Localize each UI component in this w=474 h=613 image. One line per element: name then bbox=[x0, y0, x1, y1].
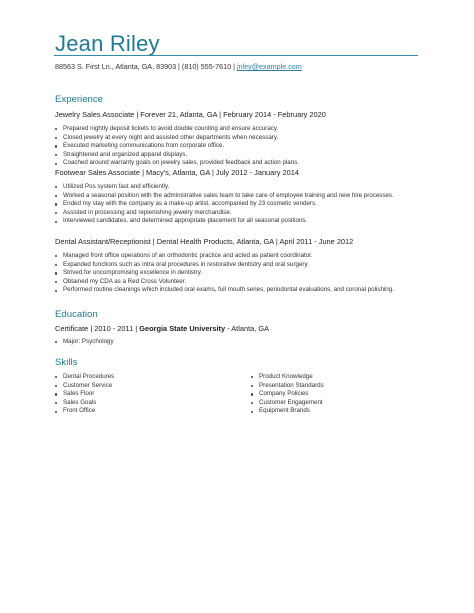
list-item: Assisted in processing and replenishing jewelry merchandise. bbox=[54, 209, 394, 218]
school-name: Georgia State University bbox=[139, 324, 226, 333]
skill-item: Presentation Standards bbox=[250, 382, 324, 391]
list-item: Strived for uncompromising excellence in dentistry. bbox=[54, 269, 394, 278]
education-heading: Education bbox=[55, 309, 98, 320]
list-item: Ended my stay with the company as a make-up artist, accompanied by 23 cosmetic venders. bbox=[54, 200, 394, 209]
skills-right-column bbox=[250, 373, 324, 416]
job-bullets bbox=[54, 183, 394, 226]
list-item: Interviewed candidates, and determined appropriate placement for all seasonal positions. bbox=[54, 217, 394, 226]
skill-item: Sales Floor bbox=[54, 390, 114, 399]
candidate-name: Jean Riley bbox=[55, 31, 160, 56]
skill-item: Front Office bbox=[54, 407, 114, 416]
skills-heading: Skills bbox=[55, 357, 78, 368]
list-item: Managed front office operations of an orthodontic practice and acted as patient coordinator. bbox=[54, 252, 394, 261]
job-bullets bbox=[54, 252, 394, 295]
list-item: Executed marketing communications from corporate office. bbox=[54, 142, 299, 151]
skill-item: Equipment Brands bbox=[250, 407, 324, 416]
list-item: Closed jewelry at every night and assisted other departments when necessary. bbox=[54, 134, 299, 143]
skill-item: Dental Procedures bbox=[54, 373, 114, 382]
school-location: - Atlanta, GA bbox=[225, 324, 270, 333]
skill-item: Customer Engagement bbox=[250, 399, 324, 408]
skill-item: Sales Goals bbox=[54, 399, 114, 408]
list-item: Expanded functions such as intra oral procedures in restorative dentistry and oral surgery. bbox=[54, 261, 394, 270]
list-item: Worked a seasonal position with the administrative sales team to take care of employee training and new hire processes. bbox=[54, 192, 394, 201]
skill-item: Product Knowledge bbox=[250, 373, 324, 382]
list-item: Major: Psychology bbox=[54, 338, 114, 347]
header-divider bbox=[54, 55, 418, 56]
email-link[interactable]: jnley@example.com bbox=[236, 62, 302, 71]
education-bullets bbox=[54, 338, 114, 347]
skills-left-column bbox=[54, 373, 114, 416]
list-item: Straightened and organized apparel displays. bbox=[54, 151, 299, 160]
job-bullets bbox=[54, 125, 299, 168]
list-item: Performed routine cleanings which included oral exams, full mouth series, periodontal evaluations, and coronal polishing. bbox=[54, 286, 394, 295]
list-item: Coached around warranty goals on jewelry sales, provided feedback and action plans. bbox=[54, 159, 299, 168]
list-item: Utilized Pos system fast and efficiently. bbox=[54, 183, 394, 192]
skill-item: Customer Service bbox=[54, 382, 114, 391]
degree-dates: Certificate | 2010 - 2011 | bbox=[55, 324, 140, 333]
skill-item: Company Policies bbox=[250, 390, 324, 399]
job-title: Jewelry Sales Associate | Forever 21, Atlanta, GA | February 2014 - February 2020 bbox=[55, 110, 326, 119]
experience-heading: Experience bbox=[55, 94, 103, 105]
list-item: Prepared nightly deposit tickets to avoid double counting and ensure accuracy. bbox=[54, 125, 299, 134]
contact-details: 88563 S. First Ln., Atlanta, GA, 83903 | (810) 555-7610 | bbox=[55, 62, 235, 71]
list-item: Obtained my CDA as a Red Cross Volunteer. bbox=[54, 278, 394, 287]
job-title: Footwear Sales Associate | Macy's, Atlanta, GA | July 2012 - January 2014 bbox=[55, 168, 299, 177]
education-entry bbox=[55, 324, 269, 334]
contact-line bbox=[55, 62, 302, 72]
job-title: Dental Assistant/Receptionist | Dental Health Products, Atlanta, GA | April 2011 - June 2012 bbox=[55, 237, 354, 246]
